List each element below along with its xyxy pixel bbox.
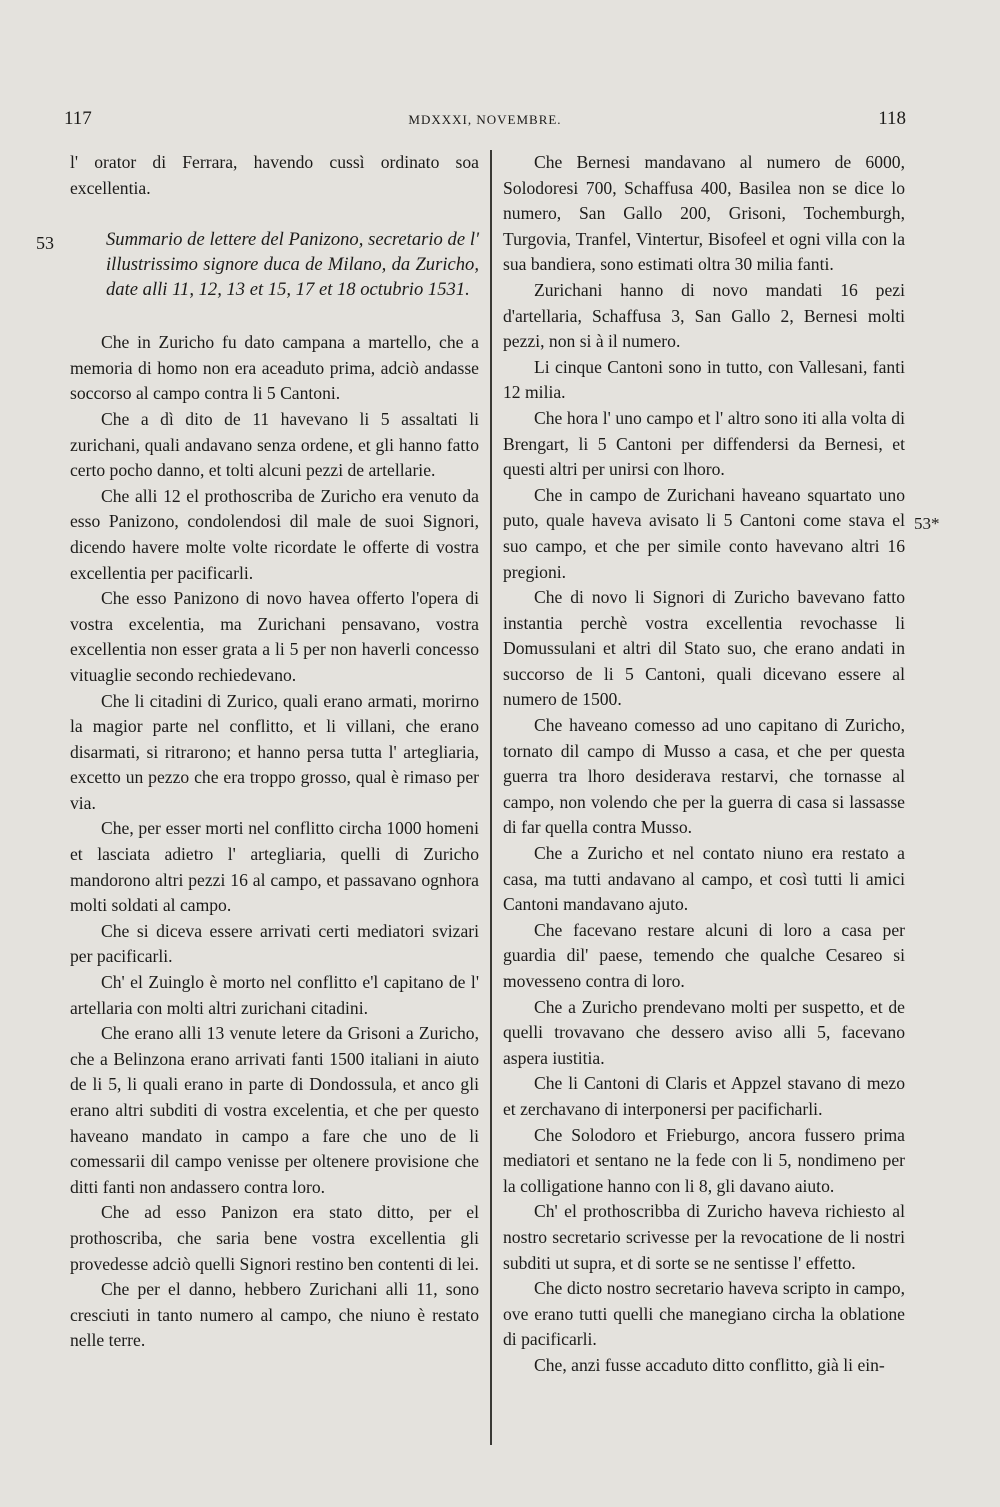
- paragraph: Che Bernesi mandavano al numero de 6000, Solodoresi 700, Schaffusa 400, Basilea non se dice lo numero, San Gallo 200, Grisoni, Tochemburgh, Turgovia, Tranfel, Vintertur, Bisofeel et ogni villa con la sua bandiera, sono estimati oltra 30 milia fanti.: [503, 152, 905, 275]
- paragraph: Che a dì dito de 11 havevano li 5 assaltati li zurichani, quali andavano senza ordene, et gli hanno fatto certo pocho danno, et tolti alcuni pezzi de artellarie.: [70, 408, 479, 481]
- paragraph: Che in Zuricho fu dato campana a martello, che a memoria di homo non era aceaduto prima, adciò andasse soccorso al campo contra li 5 Cantoni.: [70, 332, 479, 404]
- paragraph: Che in campo de Zurichani haveano squartato uno puto, quale haveva avisato li 5 Cantoni come stava el suo campo, et che per simile conto havevano altri 16 pregioni.: [503, 484, 905, 582]
- running-title: MDXXXI, NOVEMBRE.: [408, 112, 562, 127]
- paragraph: Che haveano comesso ad uno capitano di Zuricho, tornato dil campo di Musso a casa, et che per questa guerra tra lhoro desiderava restarvi, che tornasse al campo, non volendo che per la guerra di casa si lassasse di far quella contra Musso.: [503, 715, 905, 838]
- running-header: [64, 108, 906, 142]
- paragraph: Che alli 12 el prothoscriba de Zuricho era venuto da esso Panizono, condolendosi dil male de suoi Signori, dicendo havere molte volte ricordate le offerte di vostra excellentia per pacificarli.: [70, 485, 479, 583]
- paragraph: Che, per esser morti nel conflitto circha 1000 homeni et lasciata adietro l' artegliaria, quelli di Zuricho mandorono altri pezzi 16 al campo, et passavano ognhora molti soldati al campo.: [70, 818, 479, 916]
- paragraph: Che li Cantoni di Claris et Appzel stavano di mezo et zerchavano di interponersi per pacificharli.: [503, 1073, 905, 1119]
- paragraph: Li cinque Cantoni sono in tutto, con Vallesani, fanti 12 milia.: [503, 356, 905, 403]
- right-column: [503, 150, 905, 1379]
- paragraph: Che hora l' uno campo et l' altro sono iti alla volta di Brengart, li 5 Cantoni per diffendersi da Bernesi, et questi altri per unirsi con lhoro.: [503, 407, 905, 480]
- paragraph: Che li citadini di Zurico, quali erano armati, morirno la magior parte nel conflitto, et li villani, che erano disarmati, si ritrarono; et hanno persa tutta l' artegliaria, excetto un pezzo che era troppo grosso, qual è rimaso per via.: [70, 690, 479, 813]
- paragraph: Che esso Panizono di novo havea offerto l'opera di vostra excelentia, ma Zurichani pensavano, vostra excellentia non esser grata a li 5 per non haverli concesso vituaglie secondo rechiedevano.: [70, 588, 479, 685]
- paragraph: Ch' el Zuinglo è morto nel conflitto e'l capitano de l' artellaria con molti altri zurichani citadini.: [70, 972, 479, 1018]
- paragraph: Che per el danno, hebbero Zurichani alli 11, sono cresciuti in tanto numero al campo, che niuno è restato nelle terre.: [70, 1279, 479, 1351]
- intro-paragraph: l' orator di Ferrara, havendo cussì ordinato soa excellentia.: [70, 152, 479, 198]
- paragraph: Zurichani hanno di novo mandati 16 pezi d'artellaria, Schaffusa 3, San Gallo 2, Bernesi molti pezzi, non si à il numero.: [503, 279, 905, 352]
- paragraph: Che facevano restare alcuni di loro a casa per guardia dil' paese, temendo che qualche Cesareo si movesseno contra di loro.: [503, 919, 905, 991]
- paragraph: Che, anzi fusse accaduto ditto conflitto, già li ein-: [534, 1354, 885, 1375]
- column-divider: [490, 150, 492, 1445]
- paragraph: Che erano alli 13 venute letere da Grisoni a Zuricho, che a Belinzona erano arrivati fanti 1500 italiani in aiuto de li 5, li quali erano in parte di Dondossula, et anco gli erano altri subditi di vostra excelentia, et che per questo haveano mandato in campo a fare che uno de li comessarii dil campo venisse per oltenere provisione che ditti fanti non andassero contra loro.: [70, 1023, 479, 1197]
- paragraph: Che di novo li Signori di Zuricho bavevano fatto instantia perchè vostra excellentia revochasse li Domussulani et altri dil Stato suo, che erano andati in succorso de li 5 Cantoni, quali dicevano essere al numero de 1500.: [503, 587, 905, 710]
- paragraph: Che dicto nostro secretario haveva scripto in campo, ove erano tutti quelli che manegiano circha la oblatione di pacificarli.: [503, 1278, 905, 1350]
- section-heading: Summario de lettere del Panizono, secretario de l' illustrissimo signore duca de Milano, da Zuricho, date alli 11, 12, 13 et 15, 17 et 18 octubrio 1531.: [106, 229, 479, 301]
- paragraph: Ch' el prothoscribba di Zuricho haveva richiesto al nostro secretario scrivesse per la revocatione de li nostri subditi ut supra, et di sorte se ne sentisse l' effetto.: [503, 1201, 905, 1273]
- paragraph: Che Solodoro et Frieburgo, ancora fussero prima mediatori et sentano ne la fede con li 5, nondimeno per la colligatione hanno con li 8, gli davano aiuto.: [503, 1124, 905, 1196]
- paragraph: Che ad esso Panizon era stato ditto, per el prothoscriba, che saria bene vostra excellentia gli provedesse adciò quelli Signori restino ben contenti di lei.: [70, 1202, 479, 1274]
- margin-note-right: 53*: [914, 514, 940, 533]
- paragraph: Che a Zuricho prendevano molti per suspetto, et de quelli trovavano che dessero aviso alli 5, facevano aspera iustitia.: [503, 996, 905, 1068]
- margin-note-left: 53: [36, 233, 54, 253]
- page-number-left: 117: [64, 108, 92, 129]
- left-column: [70, 150, 479, 1354]
- paragraph: Che a Zuricho et nel contato niuno era restato a casa, ma tutti andavano al campo, et così tutti li amici Cantoni mandavano ajuto.: [503, 843, 905, 915]
- paragraph: Che si diceva essere arrivati certi mediatori svizari per pacificarli.: [70, 920, 479, 967]
- page-number-right: 118: [878, 108, 906, 129]
